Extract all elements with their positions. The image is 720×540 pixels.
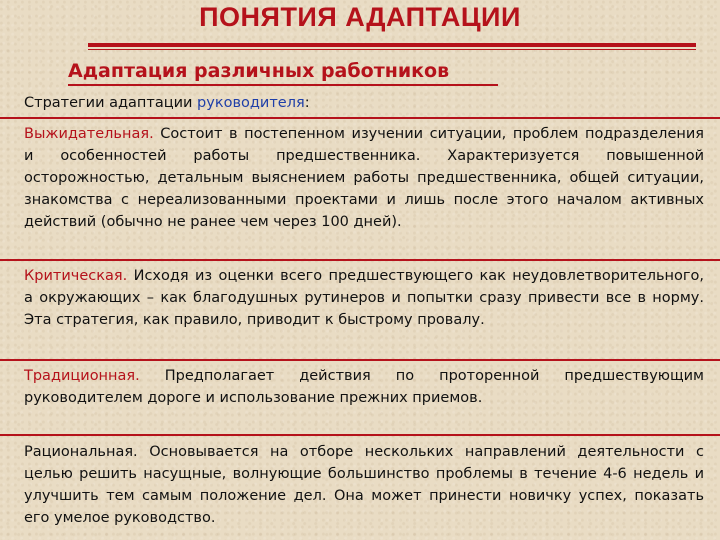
subtitle: Адаптация различных работников: [68, 60, 450, 82]
strategy-description: Предполагает действия по проторенной предшествующим руководителем дороге и использование прежних приемов.: [24, 368, 704, 406]
strategy-traditional: [24, 365, 704, 409]
strategies-label: [24, 95, 310, 111]
subtitle-underline: [68, 84, 498, 86]
strategy-critical: [24, 265, 704, 331]
strategy-description: Исходя из оценки всего предшествующего как неудовлетворительного, а окружающих – как благодушных рутинеров и попытки сразу привести все в норму. Эта стратегия, как правило, приводит к быстрому провалу.: [24, 268, 704, 328]
strategy-description: Состоит в постепенном изучении ситуации, проблем подразделения и особенностей работы предшественника. Характеризуется повышенной осторожностью, детальным выяснением работы предшественника, общей ситуации, знакомства с нереализованными проектами и лишь после этого началом активных действий (обычно не ранее чем через 100 дней).: [24, 126, 704, 230]
strategy-rational: [24, 441, 704, 529]
title-underline: [88, 43, 696, 51]
page-title: ПОНЯТИЯ АДАПТАЦИИ: [199, 2, 521, 32]
strategy-term: Выжидательная.: [24, 126, 154, 142]
strategy-term: Критическая.: [24, 268, 128, 284]
strategy-term: Рациональная.: [24, 444, 138, 460]
strategy-description: Основывается на отборе нескольких направлений деятельности с целью решить насущные, волнующие большинство проблемы в течение 4-6 недель и улучшить тем самым положение дел. Она может принести новичку успех, показать его умелое руководство.: [24, 444, 704, 526]
divider: [0, 434, 720, 436]
divider: [0, 359, 720, 361]
strategy-waiting: [24, 123, 704, 233]
strategy-term: Традиционная.: [24, 368, 140, 384]
divider: [0, 259, 720, 261]
divider: [0, 117, 720, 119]
strategies-suffix: :: [304, 95, 310, 111]
strategies-highlight: руководителя: [197, 95, 305, 111]
strategies-prefix: Стратегии адаптации: [24, 95, 198, 111]
